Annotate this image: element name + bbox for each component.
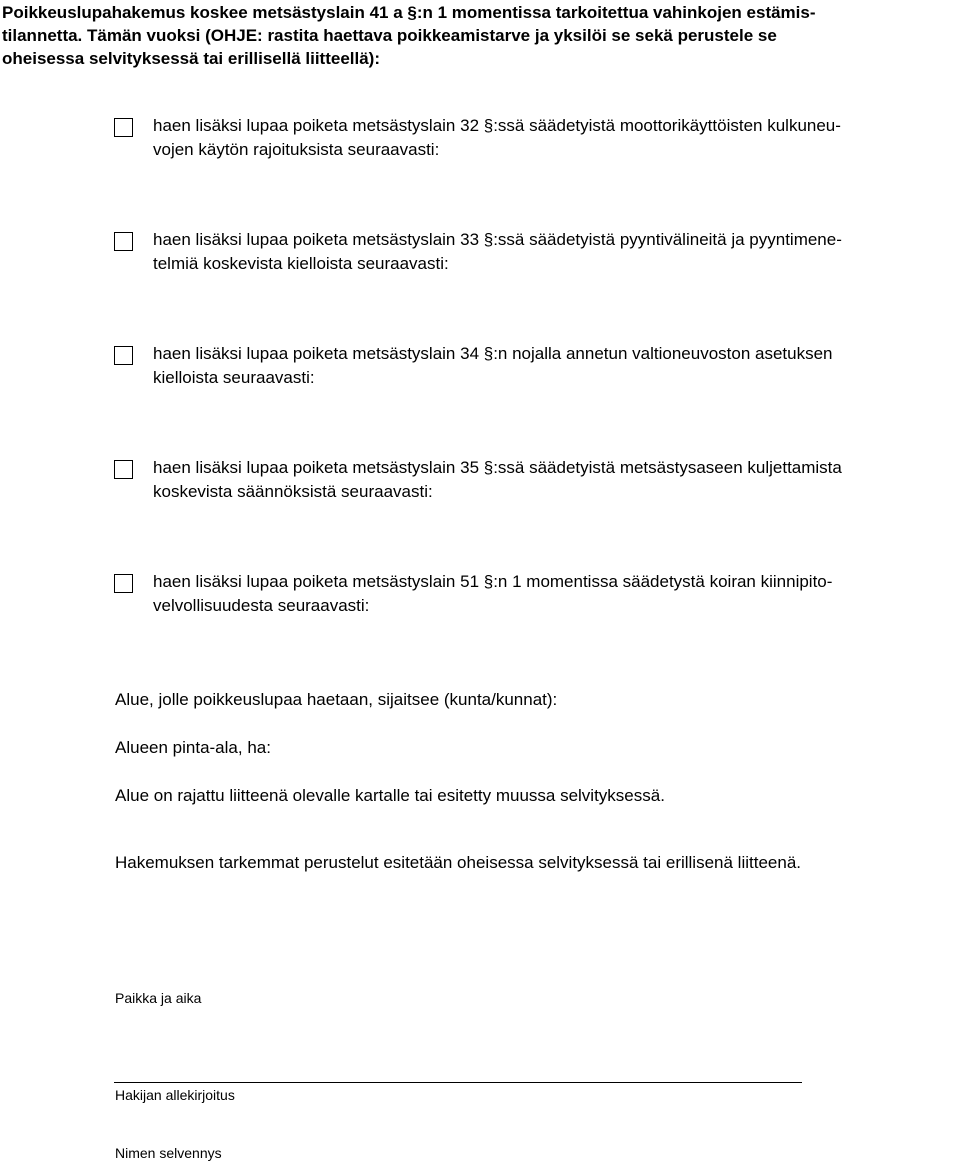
option-label <box>153 456 954 504</box>
option-label-line: haen lisäksi lupaa poiketa metsästyslain 35 §:ssä säädetyistä metsästysaseen kuljettamista <box>153 458 842 477</box>
option-label <box>153 228 954 276</box>
checkbox-section-34[interactable] <box>114 346 133 365</box>
name-clarification-label: Nimen selvennys <box>115 1145 222 1161</box>
option-label <box>153 570 954 618</box>
intro-line: tilannetta. Tämän vuoksi (OHJE: rastita haettava poikkeamistarve ja yksilöi se sekä perustele se <box>2 26 777 45</box>
signature-line <box>114 1082 802 1083</box>
option-label <box>153 114 954 162</box>
option-label-line: haen lisäksi lupaa poiketa metsästyslain 32 §:ssä säädetyistä moottorikäyttöisten kulkuneu- <box>153 116 841 135</box>
option-section-33 <box>114 228 954 276</box>
place-date-label: Paikka ja aika <box>115 990 202 1006</box>
option-label-line: haen lisäksi lupaa poiketa metsästyslain 34 §:n nojalla annetun valtioneuvoston asetuksen <box>153 344 833 363</box>
checkbox-section-51[interactable] <box>114 574 133 593</box>
option-section-35 <box>114 456 954 504</box>
option-label-line: koskevista säännöksistä seuraavasti: <box>153 482 433 501</box>
intro-text <box>2 1 954 70</box>
option-section-32 <box>114 114 954 162</box>
option-section-51 <box>114 570 954 618</box>
option-label-line: haen lisäksi lupaa poiketa metsästyslain 33 §:ssä säädetyistä pyyntivälineitä ja pyyntimene- <box>153 230 842 249</box>
area-size-label: Alueen pinta-ala, ha: <box>115 738 271 757</box>
area-map-note: Alue on rajattu liitteenä olevalle kartalle tai esitetty muussa selvityksessä. <box>115 786 665 805</box>
option-label <box>153 342 954 390</box>
justification-note: Hakemuksen tarkemmat perustelut esitetään oheisessa selvityksessä tai erillisenä liitteenä. <box>115 853 801 872</box>
area-location-label: Alue, jolle poikkeuslupaa haetaan, sijaitsee (kunta/kunnat): <box>115 690 558 709</box>
intro-line: Poikkeuslupahakemus koskee metsästyslain 41 a §:n 1 momentissa tarkoitettua vahinkojen estämis- <box>2 3 816 22</box>
checkbox-section-33[interactable] <box>114 232 133 251</box>
option-label-line: haen lisäksi lupaa poiketa metsästyslain 51 §:n 1 momentissa säädetystä koiran kiinnipito- <box>153 572 833 591</box>
signature-label: Hakijan allekirjoitus <box>115 1087 235 1103</box>
checkbox-section-32[interactable] <box>114 118 133 137</box>
intro-line: oheisessa selvityksessä tai erillisellä liitteellä): <box>2 49 381 68</box>
option-label-line: telmiä koskevista kielloista seuraavasti: <box>153 254 449 273</box>
option-label-line: velvollisuudesta seuraavasti: <box>153 596 370 615</box>
checkbox-section-35[interactable] <box>114 460 133 479</box>
option-label-line: kielloista seuraavasti: <box>153 368 315 387</box>
option-label-line: vojen käytön rajoituksista seuraavasti: <box>153 140 440 159</box>
option-section-34 <box>114 342 954 390</box>
